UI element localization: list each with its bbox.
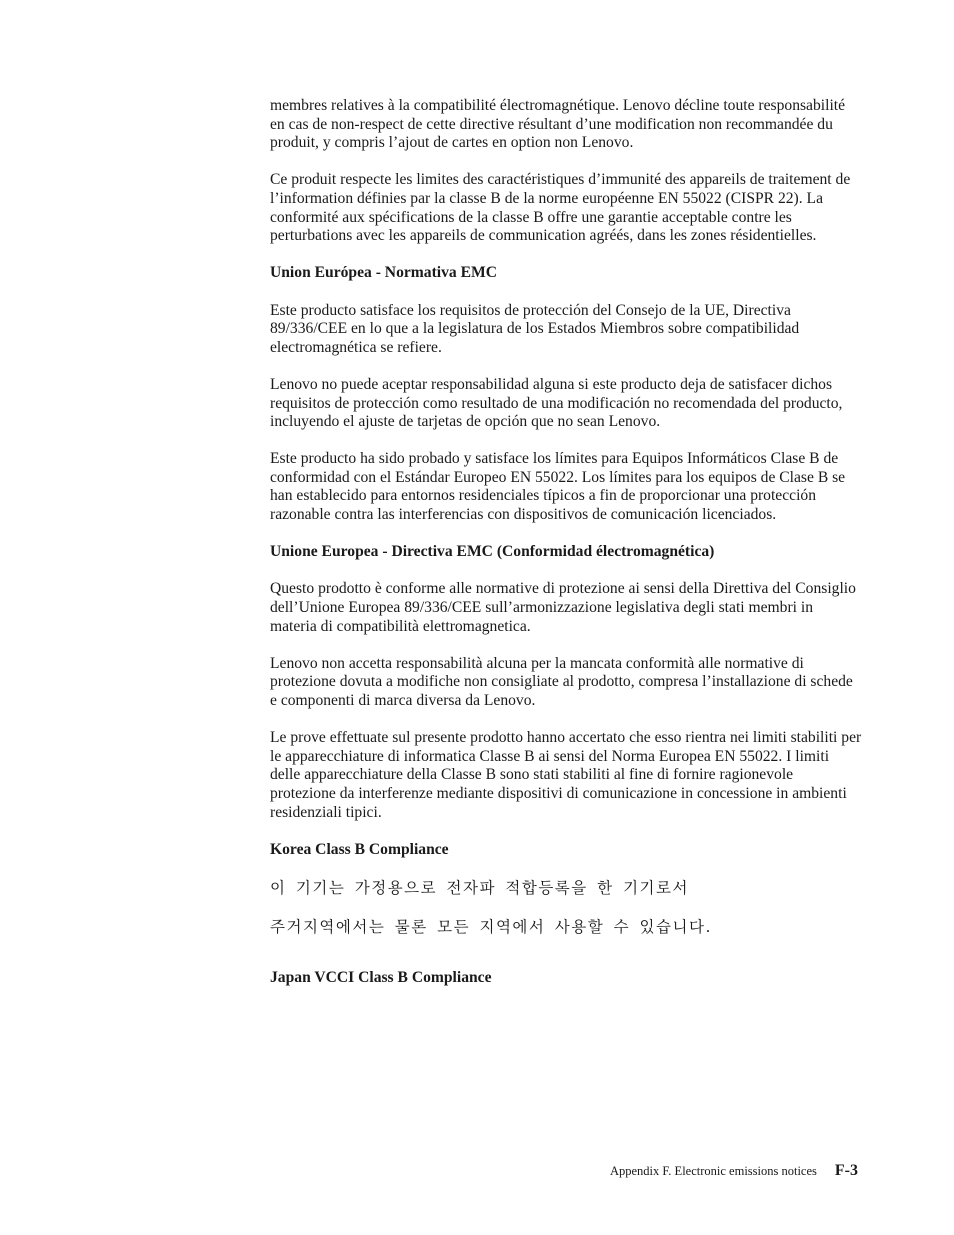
page-body	[270, 97, 862, 1006]
paragraph-es-1: Este producto satisface los requisitos de protección del Consejo de la UE, Directiva 89/336/CEE en lo que a la legislatura de los Estados Miembros sobre compatibilidad electromagnética se refiere.	[270, 301, 800, 356]
paragraph-it-3: Le prove effettuate sul presente prodotto hanno accertato che esso rientra nei limiti stabiliti per le apparecchiature di informatica Classe B ai sensi del Norma Europea EN 55022. I limiti delle apparecchiature della Classe B sono stati stabiliti al fine di fornire ragionevole protezione da interferenze mediante dispositivi di comunicazione in concessione in ambienti residenziali tipici.	[270, 729, 862, 821]
page-number: F-3	[834, 1162, 858, 1179]
footer-section-title: Appendix F. Electronic emissions notices	[609, 1164, 817, 1178]
paragraph-fr-2: Ce produit respecte les limites des caractéristiques d’immunité des appareils de traitement de l’information définies par la classe B de la norme européenne EN 55022 (CISPR 22). La conformité aux spécifications de la classe B offre une garantie acceptable contre les perturbations avec les appareils de communication agréés, dans les zones résidentielles.	[270, 171, 851, 245]
heading-unione-europea: Unione Europea - Directiva EMC (Conformidad électromagnética)	[270, 543, 715, 561]
korean-statement-line-1: 이 기기는 가정용으로 전자파 적합등록을 한 기기로서	[270, 878, 689, 897]
paragraph-it-2: Lenovo non accetta responsabilità alcuna per la mancata conformità alle normative di protezione dovuta a modifiche non consigliate al prodotto, compresa l’installazione di schede e componenti di marca diversa da Lenovo.	[270, 654, 853, 709]
paragraph-es-2: Lenovo no puede aceptar responsabilidad alguna si este producto deja de satisfacer dichos requisitos de protección como resultado de una modificación no recomendada del producto, incluyendo el ajuste de tarjetas de opción que no sean Lenovo.	[270, 375, 843, 431]
heading-korea: Korea Class B Compliance	[270, 840, 449, 858]
heading-union-europea: Union Európea - Normativa EMC	[270, 264, 497, 282]
heading-japan: Japan VCCI Class B Compliance	[270, 968, 492, 986]
page-footer	[610, 1162, 858, 1180]
paragraph-fr-1: membres relatives à la compatibilité électromagnétique. Lenovo décline toute responsabilité en cas de non-respect de cette directive résultant d’une modification non recommandée du produit, y compris l’ajout de cartes en option non Lenovo.	[270, 97, 846, 152]
korean-statement-line-2: 주거지역에서는 물론 모든 지역에서 사용할 수 있습니다.	[270, 917, 712, 936]
paragraph-it-1: Questo prodotto è conforme alle normative di protezione ai sensi della Direttiva del Consiglio dell’Unione Europea 89/336/CEE sull’armonizzazione legislativa degli stati membri in materia di compatibilità elettromagnetica.	[270, 580, 856, 635]
paragraph-es-3: Este producto ha sido probado y satisface los límites para Equipos Informáticos Clase B de conformidad con el Estándar Europeo EN 55022. Los límites para los equipos de Clase B se han establecido para entornos residenciales típicos a fin de proporcionar una protección razonable contra las interferencias con dispositivos de comunicación licenciados.	[270, 450, 846, 524]
